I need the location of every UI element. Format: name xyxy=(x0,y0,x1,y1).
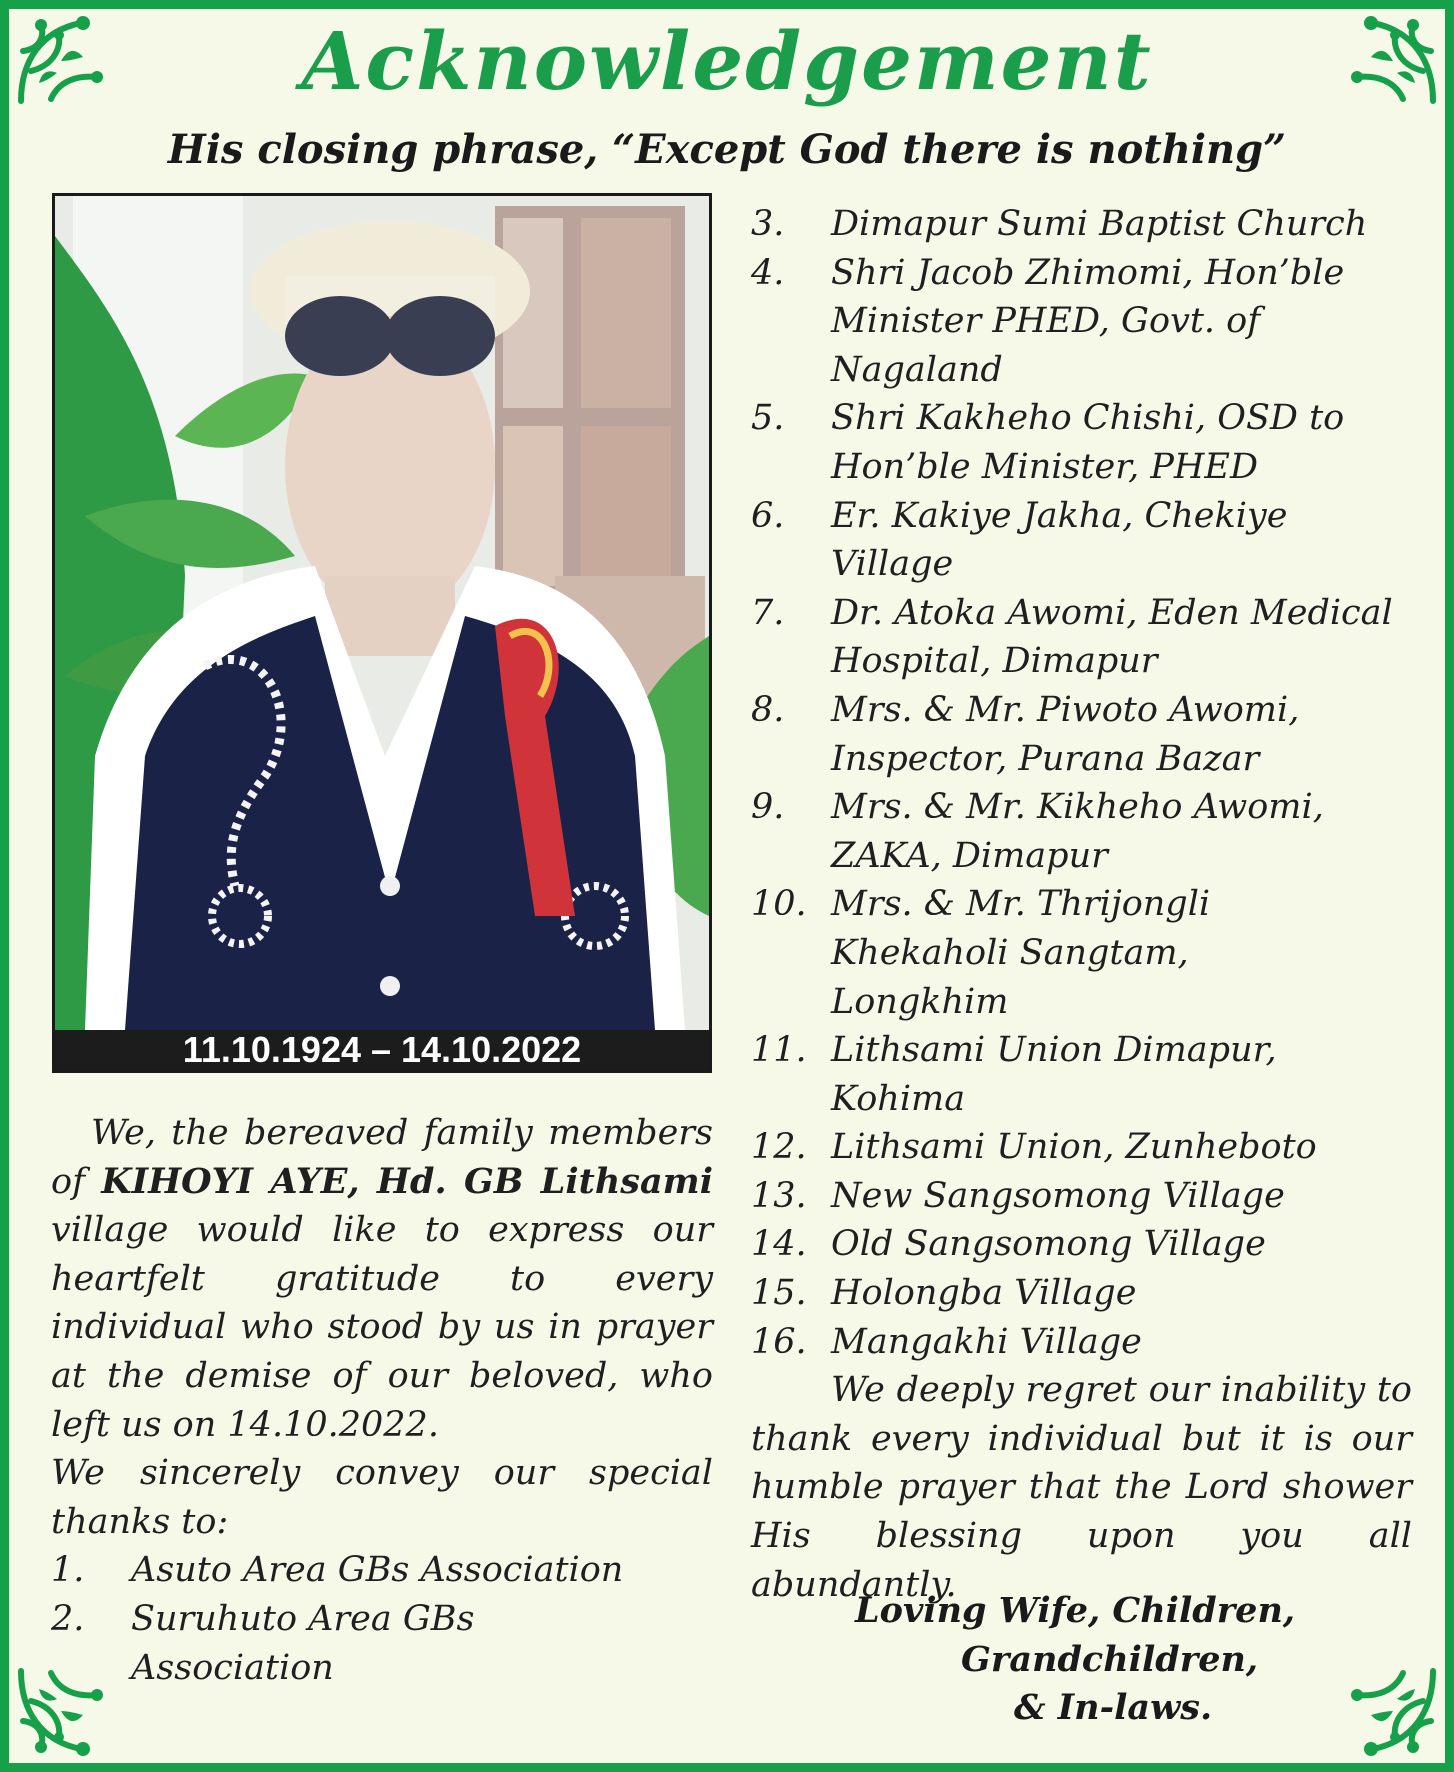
list-item: 12. Lithsami Union, Zunheboto xyxy=(751,1127,1317,1168)
list-item: 5. Shri Kakheho Chishi, OSD to Hon’ble Minister, PHED xyxy=(751,398,1345,487)
closing-paragraph: We deeply regret our inability to thank every individual but it is our humble prayer that the Lord shower His blessing upon you all abundantly. xyxy=(751,1370,1412,1605)
portrait-photo xyxy=(55,196,709,1030)
list-item: 8. Mrs. & Mr. Piwoto Awomi, Inspector, Purana Bazar xyxy=(751,689,1300,779)
signature-line: Loving Wife, Children, xyxy=(855,1590,1296,1631)
left-column-text xyxy=(51,1109,713,1692)
thanks-intro: We sincerely convey our special thanks to: xyxy=(51,1453,713,1542)
page-title: Acknowledgement xyxy=(301,14,1153,108)
list-item: 3. Dimapur Sumi Baptist Church xyxy=(751,204,1368,244)
list-item: 14. Old Sangsomong Village xyxy=(751,1224,1266,1265)
list-item: 10. Mrs. & Mr. Thrijongli Khekaholi Sangtam, Longkhim xyxy=(751,884,1211,1022)
deceased-name: KIHOYI AYE, Hd. GB Lithsami xyxy=(101,1160,713,1202)
closing-phrase-subtitle: His closing phrase, “Except God there is nothing” xyxy=(167,126,1287,173)
list-item: 16. Mangakhi Village xyxy=(751,1321,1142,1362)
lifespan-dates: 11.10.1924 – 14.10.2022 xyxy=(55,1030,709,1070)
portrait-photo-frame xyxy=(52,193,712,1073)
signature-block xyxy=(751,1587,1412,1733)
list-item: 15. Holongba Village xyxy=(751,1273,1137,1314)
list-item: 13. New Sangsomong Village xyxy=(751,1175,1285,1216)
list-item: 1. Asuto Area GBs Association xyxy=(51,1550,624,1591)
list-item: 4. Shri Jacob Zhimomi, Hon’ble Minister PHED, Govt. of Nagaland xyxy=(751,252,1345,390)
right-column-text xyxy=(751,200,1412,1609)
list-item: 6. Er. Kakiye Jakha, Chekiye Village xyxy=(751,495,1288,585)
list-item: 11. Lithsami Union Dimapur, Kohima xyxy=(751,1030,1277,1119)
signature-line: & In-laws. xyxy=(1014,1687,1213,1729)
list-item: 9. Mrs. & Mr. Kikheho Awomi, ZAKA, Dimapur xyxy=(751,787,1324,876)
signature-line: Grandchildren, xyxy=(961,1638,1259,1680)
list-item: 2. Suruhuto Area GBs Association xyxy=(51,1598,475,1688)
list-item: 7. Dr. Atoka Awomi, Eden Medical Hospital, Dimapur xyxy=(751,592,1393,682)
intro-paragraph: We, the bereaved family members of KIHOYI AYE, Hd. GB Lithsami village would like to express our heartfelt gratitude to every individual who stood by us in prayer at the demise of our beloved, who left us on 14.10.2022. xyxy=(51,1113,713,1445)
